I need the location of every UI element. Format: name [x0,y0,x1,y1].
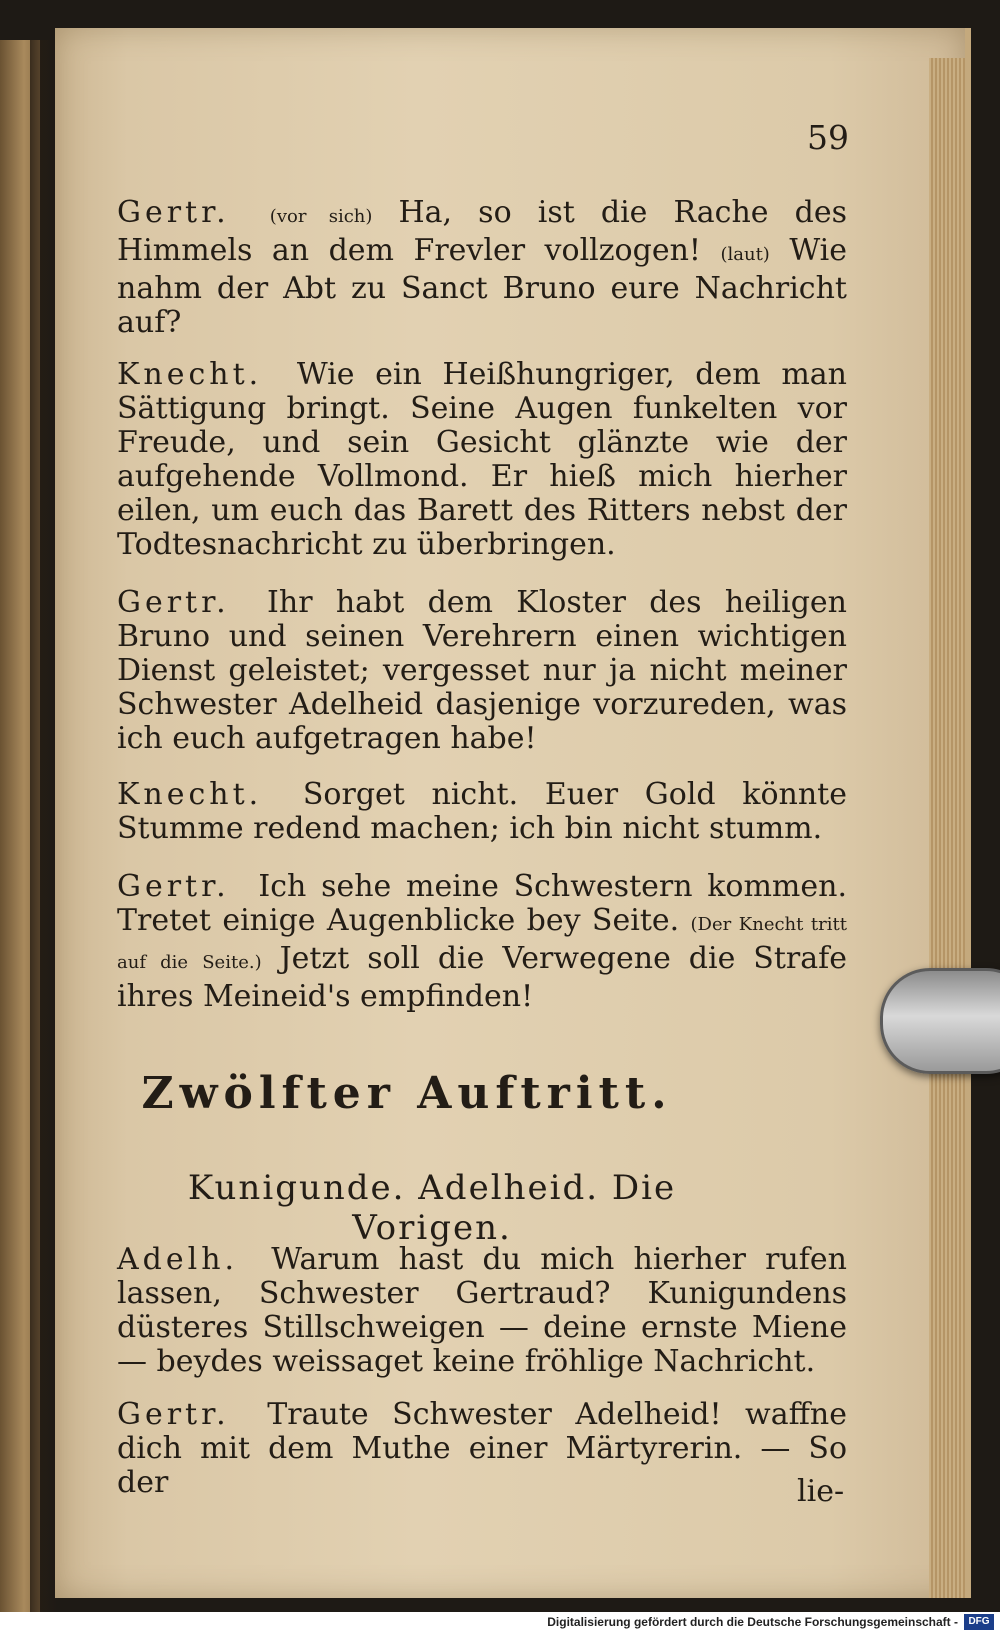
stage-direction: (vor sich) [269,206,373,227]
catchword: lie- [797,1474,845,1509]
dialogue-text: Warum hast du mich hierher rufen lassen, Schwester Gertraud? Kunigundens düsteres Stillschweigen — deine ernste Miene — beydes weissaget keine fröhlige Nachricht. [117,1242,847,1379]
dialogue-text: Sorget nicht. Euer Gold könnte Stumme redend machen; ich bin nicht stumm. [117,777,847,846]
stage-direction: (Der Knecht tritt auf die Seite.) [117,914,847,973]
dialogue-text: Wie nahm der Abt zu Sanct Bruno eure Nachricht auf? [117,233,847,340]
dialogue-paragraph [117,1398,847,1500]
footer-bar [0,1612,1000,1634]
speaker-name: Gertr. [117,869,230,904]
funding-credit: Digitalisierung gefördert durch die Deutsche Forschungsgemeinschaft - [547,1615,958,1629]
dialogue-paragraph [117,196,847,340]
dialogue-text: Jetzt soll die Verwegene die Strafe ihres Meineid's empfinden! [117,941,847,1014]
dfg-logo: DFG [964,1614,994,1630]
dialogue-text: Wie ein Heißhungriger, dem man Sättigung bringt. Seine Augen funkelten vor Freude, und sein Gesicht glänzte wie der aufgehende Vollmond. Er hieß mich hierher eilen, um euch das Barett des Ritters nebst der Todtesnachricht zu überbringen. [117,357,847,562]
dialogue-paragraph [117,358,847,562]
dialogue-text: Ihr habt dem Kloster des heiligen Bruno und seinen Verehrern einen wichtigen Dienst geleistet; vergesset nur ja nicht meiner Schwester Adelheid dasjenige vorzureden, was ich euch aufgetragen habe! [117,585,848,756]
book-page [55,28,971,1598]
speaker-name: Gertr. [117,585,230,620]
page-number: 59 [807,118,849,157]
cast-list: Kunigunde. Adelheid. Die Vorigen. [187,1168,677,1248]
dialogue-paragraph [117,1243,847,1379]
stage-direction: (laut) [720,244,770,265]
speaker-name: Gertr. [117,195,230,230]
dialogue-text: Ich sehe meine Schwestern kommen. Tretet einige Augenblicke bey Seite. [117,869,847,938]
dialogue-text: Traute Schwester Adelheid! waffne dich mit dem Muthe einer Märtyrerin. — So der [117,1397,847,1500]
speaker-name: Adelh. [117,1242,239,1277]
scene-heading: Zwölfter Auftritt. [141,1068,673,1119]
dialogue-paragraph [117,870,847,1014]
dialogue-text: Ha, so ist die Rache des Himmels an dem Frevler vollzogen! [117,195,847,268]
speaker-name: Knecht. [117,357,263,392]
dialogue-paragraph [117,586,847,756]
gutter-shadow [30,40,58,1612]
speaker-name: Gertr. [117,1397,230,1432]
page-stack-edge [929,58,965,1598]
speaker-name: Knecht. [117,777,263,812]
page-holder-clip [880,968,1000,1074]
dialogue-paragraph [117,778,847,846]
